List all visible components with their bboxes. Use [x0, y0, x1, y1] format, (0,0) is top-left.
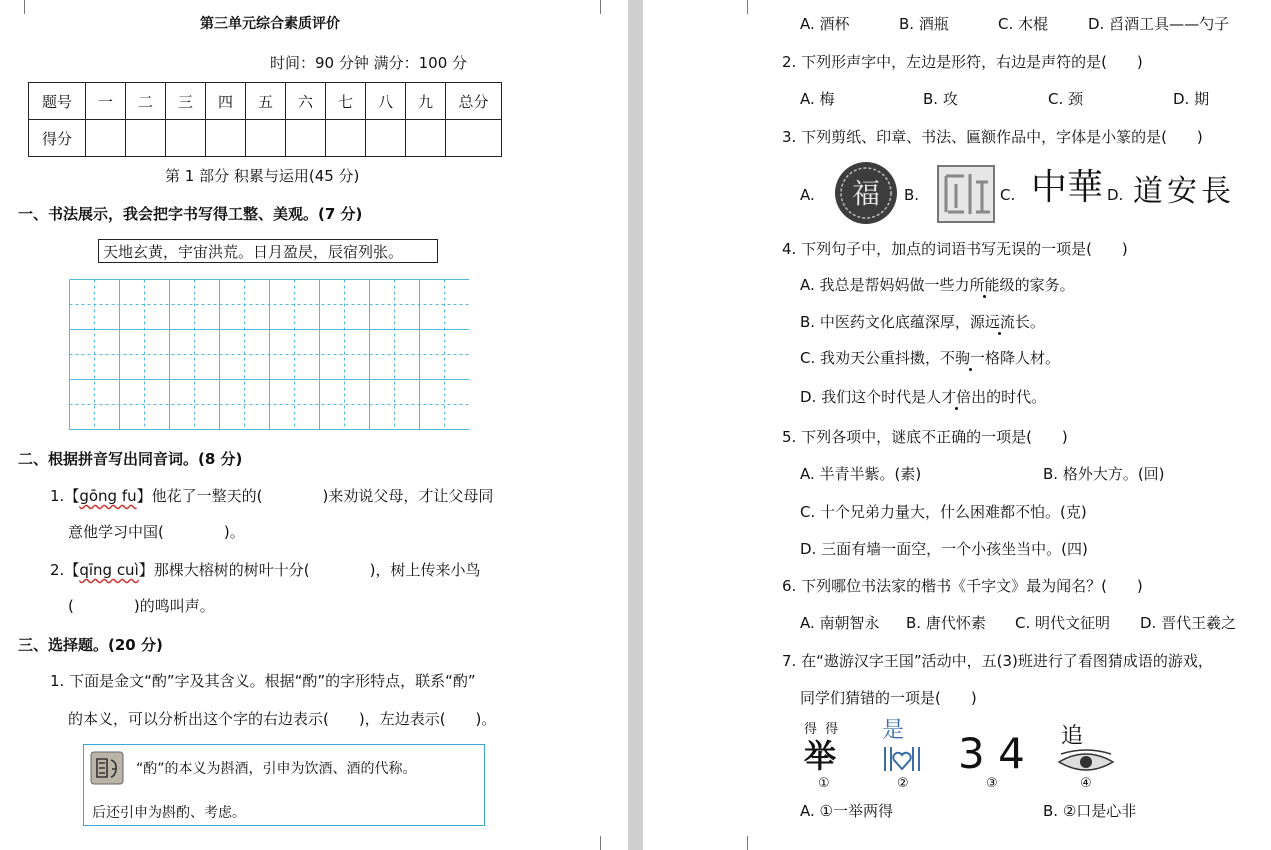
picture-1-top: 得 得: [804, 722, 841, 737]
option-text: 的家务。: [1014, 276, 1075, 294]
option-text: 。: [1029, 313, 1045, 331]
question-stem: 3. 下列剪纸、印章、书法、匾额作品中，字体是小篆的是( ): [782, 128, 1203, 146]
bracket-close: 】: [136, 487, 152, 505]
seal-image: [936, 164, 996, 224]
calligraphy-image: 中華: [1031, 167, 1104, 208]
table-row: [29, 120, 502, 157]
table-cell: 六: [286, 83, 326, 120]
question-line: 的本义，可以分析出这个字的右边表示( )，左边表示( )。: [68, 710, 497, 728]
crop-mark: [733, 836, 748, 850]
paper-cut-image: [833, 160, 899, 226]
option: D. 三面有墙一面空，一个小孩坐当中。(四): [800, 540, 1088, 558]
dotted-word: 力所能级: [954, 276, 1015, 294]
score-input-cell[interactable]: [246, 120, 286, 157]
score-input-cell[interactable]: [446, 120, 502, 157]
section-heading: 三、选择题。(20 分): [18, 636, 163, 654]
picture-number: ③: [986, 776, 998, 791]
table-cell: 一: [86, 83, 126, 120]
table-cell: 七: [326, 83, 366, 120]
bracket-open: 【: [64, 487, 80, 505]
table-cell: 总分: [446, 83, 502, 120]
crop-mark: [733, 0, 748, 14]
dotted-word: 不驹一格: [940, 349, 1001, 367]
option-text: B. 中医药文化底蕴深厚，: [800, 313, 970, 331]
page-left: [0, 0, 628, 850]
paper-cut-char: 福: [851, 177, 881, 210]
question-text: 他花了一整天的( )来劝说父母，才让父母同: [151, 487, 494, 505]
heart-icon: [879, 745, 925, 773]
option-label: A.: [800, 186, 815, 204]
question-number: 2.: [50, 561, 65, 579]
option-label: D.: [1107, 186, 1124, 204]
dotted-word: 源远流长: [969, 313, 1030, 331]
question-stem: 7. 在“遨游汉字王国”活动中，五(3)班进行了看图猜成语的游戏，: [782, 652, 1213, 670]
option: B. 唐代怀素: [906, 614, 986, 632]
question-number: 1.: [50, 487, 65, 505]
question-stem: 2. 下列形声字中，左边是形符，右边是声符的是( ): [782, 53, 1143, 71]
picture-4-top: 追: [1061, 724, 1084, 749]
option: [800, 312, 1045, 332]
question-line: ( )的鸣叫声。: [68, 597, 215, 615]
option: D. 晋代王羲之: [1140, 614, 1237, 632]
info-text: “酌”的本义为斟酒，引申为饮酒、酒的代称。: [136, 761, 417, 777]
score-input-cell[interactable]: [286, 120, 326, 157]
page-right: [643, 0, 1271, 850]
option: A. 梅: [800, 90, 835, 108]
section-heading: 一、书法展示，我会把字书写得工整、美观。(7 分): [18, 205, 363, 223]
option: B. 攻: [923, 90, 958, 108]
option: [800, 387, 1046, 407]
picture-number: ④: [1080, 776, 1092, 791]
question-stem: 同学们猜错的一项是( ): [800, 689, 977, 707]
table-cell: 三: [166, 83, 206, 120]
question-line: [50, 486, 493, 506]
question-line: 1. 下面是金文“酌”字及其含义。根据“酌”的字形特点，联系“酌”: [50, 672, 476, 690]
option: B. ②口是心非: [1043, 802, 1137, 820]
table-cell: 题号: [29, 83, 86, 120]
option: C. 木棍: [998, 15, 1049, 33]
time-score-line: 时间：90 分钟 满分：100 分: [270, 54, 468, 72]
question-stem: 5. 下列各项中，谜底不正确的一项是( ): [782, 428, 1068, 446]
question-line: 意他学习中国( )。: [68, 523, 245, 541]
dotted-word: 人才倍出: [926, 388, 987, 406]
table-cell: 九: [406, 83, 446, 120]
option: A. 半青半紫。(素): [800, 465, 922, 483]
writing-grid[interactable]: [69, 279, 469, 430]
option-text: 降人材。: [1000, 349, 1061, 367]
score-input-cell[interactable]: [406, 120, 446, 157]
bronze-script-icon: [90, 751, 124, 785]
option-label: C.: [1000, 186, 1016, 204]
option: D. 舀酒工具——勺子: [1088, 15, 1230, 33]
table-cell: 五: [246, 83, 286, 120]
option: B. 格外大方。(回): [1043, 465, 1165, 483]
picture-1-main: 举: [804, 737, 837, 775]
question-stem: 4. 下列句子中，加点的词语书写无误的一项是( ): [782, 240, 1128, 258]
question-stem: 6. 下列哪位书法家的楷书《千字文》最为闻名？( ): [782, 577, 1143, 595]
score-input-cell[interactable]: [86, 120, 126, 157]
question-text: 那棵大榕树的树叶十分( )，树上传来小鸟: [153, 561, 481, 579]
score-table: [28, 82, 502, 157]
table-cell: 四: [206, 83, 246, 120]
part-heading: 第 1 部分 积累与运用(45 分): [165, 167, 360, 185]
pinyin: qīng cuì: [79, 561, 139, 579]
score-input-cell[interactable]: [126, 120, 166, 157]
picture-number: ②: [897, 776, 909, 791]
crop-mark: [600, 836, 615, 850]
bracket-open: 【: [64, 561, 80, 579]
option: D. 期: [1173, 90, 1210, 108]
question-line: [50, 560, 480, 580]
table-cell: 得分: [29, 120, 86, 157]
option-label: B.: [904, 186, 920, 204]
option-text: D. 我们这个时代是: [800, 388, 927, 406]
table-row: [29, 83, 502, 120]
option: C. 明代文征明: [1015, 614, 1111, 632]
score-input-cell[interactable]: [206, 120, 246, 157]
option: C. 颈: [1048, 90, 1084, 108]
option-text: C. 我劝天公重抖擞，: [800, 349, 941, 367]
picture-number: ①: [818, 776, 830, 791]
score-input-cell[interactable]: [326, 120, 366, 157]
score-input-cell[interactable]: [166, 120, 206, 157]
option: [800, 275, 1075, 295]
eye-icon: [1057, 748, 1115, 776]
score-input-cell[interactable]: [366, 120, 406, 157]
info-text: 后还引申为斟酌、考虑。: [92, 805, 246, 821]
bracket-close: 】: [138, 561, 154, 579]
picture-2-top: 是: [882, 718, 905, 743]
section-heading: 二、根据拼音写出同音词。(8 分): [18, 450, 243, 468]
table-cell: 二: [126, 83, 166, 120]
option-text: 的时代。: [986, 388, 1047, 406]
picture-3: 3 4: [958, 729, 1025, 778]
option: A. 南朝智永: [800, 614, 880, 632]
option: B. 酒瓶: [899, 15, 949, 33]
copy-text-box: 天地玄黄，宇宙洪荒。日月盈昃，辰宿列张。: [98, 239, 438, 263]
pinyin: gōng fu: [79, 487, 137, 505]
option-text: A. 我总是帮妈妈做一些: [800, 276, 955, 294]
info-box: [83, 744, 485, 826]
doc-title: 第三单元综合素质评价: [200, 16, 340, 32]
table-cell: 八: [366, 83, 406, 120]
crop-mark: [600, 0, 615, 14]
option: A. ①一举两得: [800, 802, 893, 820]
option: C. 十个兄弟力量大，什么困难都不怕。(克): [800, 503, 1087, 521]
option: A. 酒杯: [800, 15, 850, 33]
seal-glyph: 印: [965, 204, 967, 205]
plaque-image: 道安長: [1133, 174, 1235, 209]
crop-mark: [10, 0, 25, 14]
option: [800, 348, 1060, 368]
